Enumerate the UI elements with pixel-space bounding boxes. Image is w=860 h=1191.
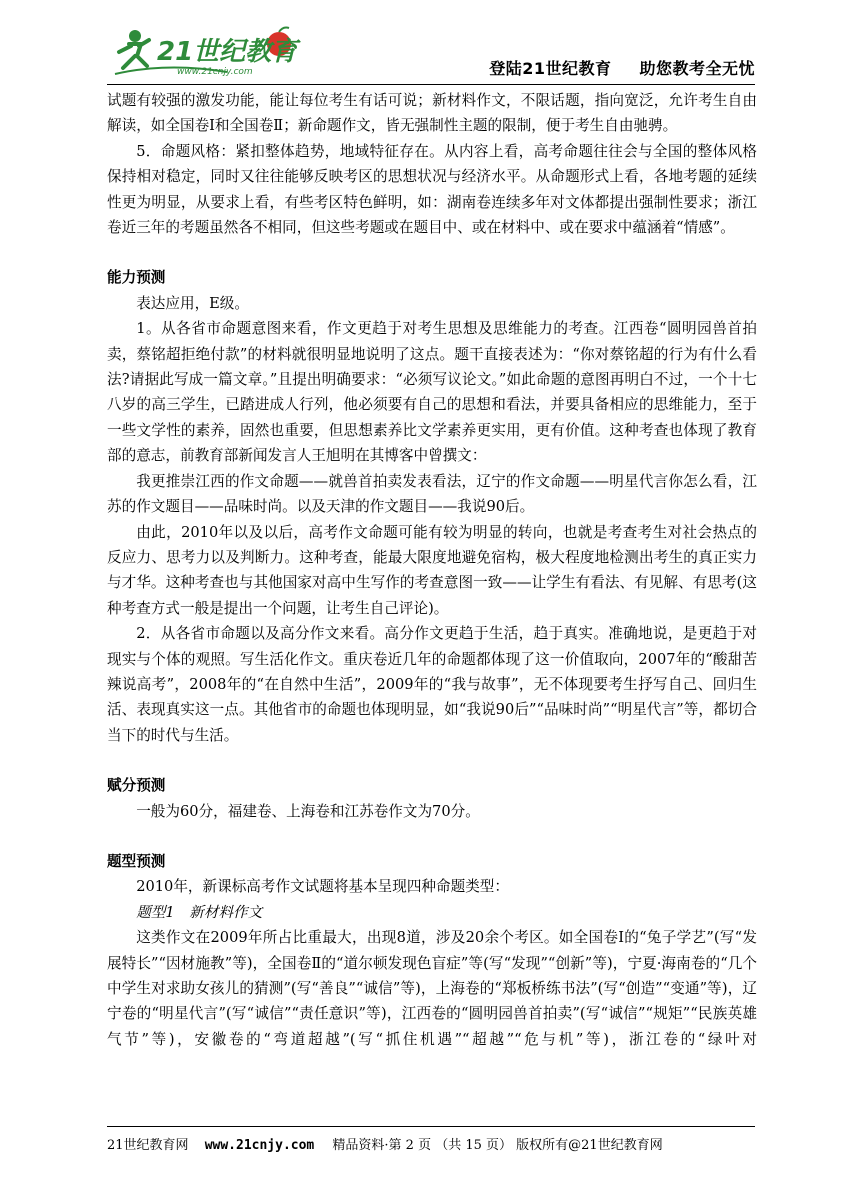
paragraph: 我更推崇江西的作文命题——就兽首拍卖发表看法，辽宁的作文命题——明星代言你怎么看，江苏的作文题目——品味时尚。以及天津的作文题目——我说90后。 [107, 472, 757, 516]
paragraph: 一般为60分，福建卷、上海卷和江苏卷作文为70分。 [136, 802, 480, 820]
footer-site: 21世纪教育网 [107, 1138, 189, 1153]
section-heading-score: 赋分预测 [107, 777, 166, 795]
paragraph: 2．从各省市命题以及高分作文来看。高分作文更趋于生活，趋于真实。准确地说，是更趋于对现实与个体的观照。写生活化作文。重庆卷近几年的命题都体现了这一价值取向，2007年的“酸甜苦辣说高考”，2008年的“在自然中生活”，2009年的“我与故事”，无不体现要考生抒写自己、回归生活、表现真实这一点。其他省市的命题也体现明显，如“我说90后”“品味时尚”“明星代言”等，都切合当下的时代与生活。 [107, 625, 757, 744]
slogan-login: 登陆21世纪教育 [489, 59, 612, 78]
footer-page-info: 精品资料·第 2 页 （共 15 页） 版权所有@21世纪教育网 [332, 1138, 663, 1153]
site-logo [107, 22, 307, 80]
paragraph: 试题有较强的激发功能，能让每位考生有话可说；新材料作文，不限话题，指向宽泛，允许考生自由解读，如全国卷Ⅰ和全国卷Ⅱ；新命题作文，皆无强制性主题的限制，便于考生自由驰骋。 [107, 92, 757, 135]
header-divider [107, 84, 755, 85]
paragraph: 表达应用，E级。 [136, 294, 249, 312]
paragraph: 这类作文在2009年所占比重最大，出现8道，涉及20余个考区。如全国卷Ⅰ的“兔子学艺”(写“发展特长”“因材施教”等)，全国卷Ⅱ的“道尔顿发现色盲症”等(写“发现”“创新”等)，宁夏·海南卷的“几个中学生对求助女孩儿的猜测”(写“善良”“诚信”等)，上海卷的“郑板桥练书法”(写“创造”“变通”等)，辽宁卷的“明星代言”(写“诚信”“责任意识”等)，江西卷的“圆明园兽首拍卖”(写“诚信”“规矩”“民族英雄气节”等)，安徽卷的“弯道超越”(写“抓住机遇”“超越”“危与机”等)，浙江卷的“绿叶对 [107, 929, 757, 1048]
page-footer [107, 1134, 755, 1153]
paragraph: 5．命题风格：紧扣整体趋势，地域特征存在。从内容上看，高考命题往往会与全国的整体风格保持相对稳定，同时又往往能够反映考区的思想状况与经济水平。从命题形式上看，各地考题的延续性更为明显，从要求上看，有些考区特色鲜明，如：湖南卷连续多年对文体都提出强制性要求；浙江卷近三年的考题虽然各不相同，但这些考题或在题目中、或在材料中、或在要求中蕴涵着“情感”。 [107, 142, 757, 237]
logo-url: www.21cnjy.com [177, 67, 253, 77]
header-slogan [461, 56, 755, 79]
paragraph: 2010年，新课标高考作文试题将基本呈现四种命题类型： [136, 878, 509, 896]
footer-url[interactable]: www.21cnjy.com [204, 1138, 315, 1153]
section-heading-ability: 能力预测 [107, 269, 166, 287]
footer-divider [107, 1126, 755, 1127]
page-header [107, 22, 755, 84]
paragraph: 由此，2010年以及以后，高考作文命题可能有较为明显的转向，也就是考查考生对社会热点的反应力、思考力以及判断力。这种考查，能最大限度地避免宿构，极大程度地检测出考生的真正实力与才华。这种考查也与其他国家对高中生写作的考查意图一致——让学生有看法、有见解、有思考(这种考查方式一般是提出一个问题，让考生自己评论)。 [107, 523, 757, 617]
document-body [107, 88, 757, 1052]
subheading-type-1: 题型1 新材料作文 [136, 903, 263, 921]
section-heading-type: 题型预测 [107, 852, 166, 870]
paragraph: 1。从各省市命题意图来看，作文更趋于对考生思想及思维能力的考查。江西卷“圆明园兽首拍卖，蔡铭超拒绝付款”的材料就很明显地说明了这点。题干直接表述为：“你对蔡铭超的行为有什么看法?请据此写成一篇文章。”且提出明确要求：“必须写议论文。”如此命题的意图再明白不过，一个十七八岁的高三学生，已踏进成人行列，他必须要有自己的思想和看法，并要具备相应的思维能力，至于一些文学性的素养，固然也重要，但思想素养比文学素养更实用，更有价值。这种考查也体现了教育部的意志，前教育部新闻发言人王旭明在其博客中曾撰文： [107, 320, 757, 465]
slogan-help: 助您教考全无忧 [639, 59, 755, 78]
logo-text: 21世纪教育 [157, 37, 298, 67]
